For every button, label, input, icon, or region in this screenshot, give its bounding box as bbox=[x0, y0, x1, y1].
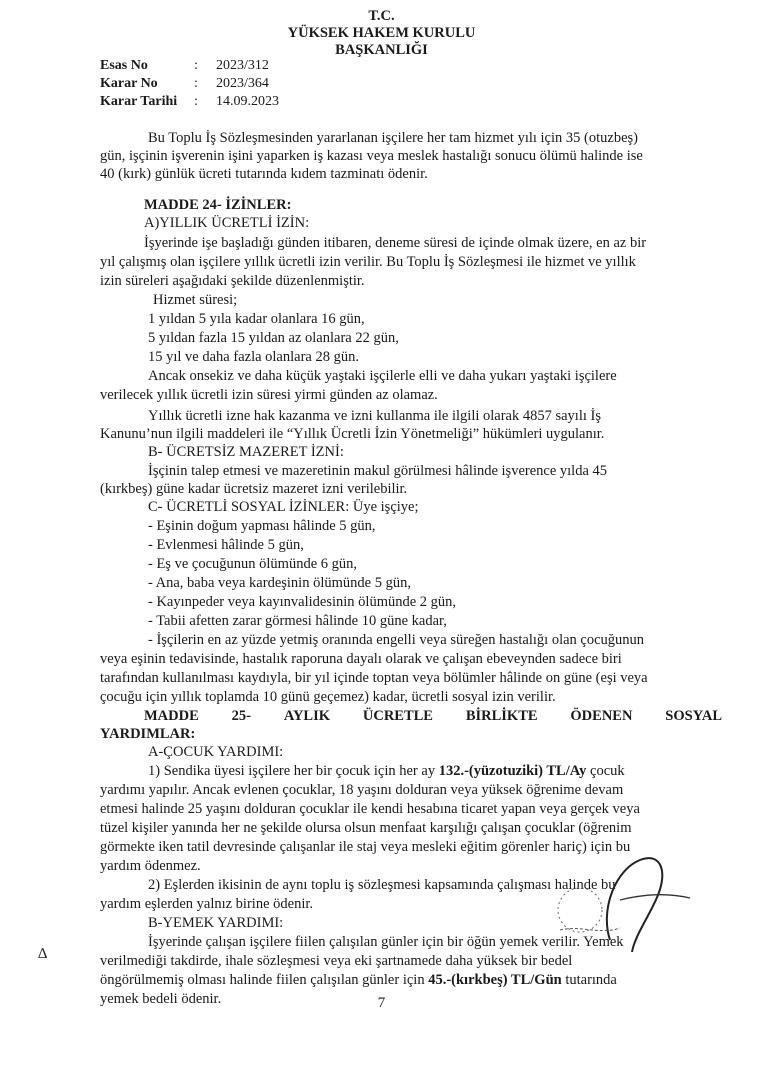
meta-label: Esas No bbox=[100, 58, 148, 73]
social-leave-last-line: - İşçilerin en az yüzde yetmiş oranında engelli veya süreğen hastalığı olan çocuğunun bbox=[148, 632, 645, 648]
unpaid-leave-line: İşçinin talep etmesi ve mazeretinin makul görülmesi hâlinde işverence yılda 45 bbox=[148, 463, 608, 479]
meal-aid-line: yemek bedeli ödenir. bbox=[100, 991, 222, 1007]
annual-leave-line: izin süreleri aşağıdaki şekilde düzenlenmiştir. bbox=[100, 273, 365, 289]
text-run: öngörülmemiş olması halinde fiilen çalışılan günler için bbox=[100, 972, 429, 988]
social-leave-last-line: tarafından kullanılması kaydıyla, bir yıl içinde toptan veya bölümler hâlinde on güne (eşi veya bbox=[100, 670, 648, 686]
text-run: tutarında bbox=[561, 972, 617, 988]
annual-leave-line: İşyerinde işe başladığı günden itibaren, deneme süresi de içinde olmak üzere, en az bir bbox=[144, 235, 647, 251]
child-aid-line: yardım ödenmez. bbox=[100, 858, 201, 874]
annual-leave-title: A)YILLIK ÜCRETLİ İZİN: bbox=[144, 215, 310, 231]
title-word: MADDE bbox=[144, 708, 199, 724]
duration-item: 15 yıl ve daha fazla olanlara 28 gün. bbox=[148, 349, 359, 365]
child-aid-amount: 132.-(yüzotuziki) TL/Ay bbox=[438, 763, 587, 779]
social-leave-item: - Evlenmesi hâlinde 5 gün, bbox=[148, 537, 304, 553]
meta-row-tarih: Karar Tarihi : 14.09.2023 bbox=[100, 94, 279, 109]
age-line: verilecek yıllık ücretli izin süresi yirmi günden az olamaz. bbox=[100, 387, 438, 403]
title-word: AYLIK bbox=[283, 708, 331, 724]
title-word: SOSYAL bbox=[665, 708, 722, 724]
law-line: Yıllık ücretli izne hak kazanma ve izni kullanma ile ilgili olarak 4857 sayılı İş bbox=[148, 408, 601, 424]
title-word: 25- bbox=[231, 708, 251, 724]
text-run: çocuk bbox=[586, 763, 625, 779]
unpaid-leave-line: (kırkbeş) güne kadar ücretsiz mazeret izni verilebilir. bbox=[100, 481, 408, 497]
social-leave-last-line: çocuğu için yıllık toplamda 10 günü geçemez) kadar, ücretli sosyal izin verilir. bbox=[100, 689, 556, 705]
header-line-1: T.C. bbox=[368, 8, 395, 24]
service-label: Hizmet süresi; bbox=[153, 292, 238, 308]
law-line: Kanunu’nun ilgili maddeleri ile “Yıllık Ücretli İzin Yönetmeliği” hükümleri uygulanır. bbox=[100, 426, 605, 442]
meta-value: 14.09.2023 bbox=[216, 94, 279, 109]
child-aid-title: A-ÇOCUK YARDIMI: bbox=[148, 744, 284, 760]
social-leave-title: C- ÜCRETLİ SOSYAL İZİNLER: Üye işçiye; bbox=[148, 499, 419, 515]
meal-aid-line: İşyerinde çalışan işçilere fiilen çalışılan günler için bir öğün yemek verilir. Yemek bbox=[148, 934, 624, 950]
text-run: 1) Sendika üyesi işçilere her bir çocuk için her ay bbox=[148, 763, 439, 779]
meta-label: Karar No bbox=[100, 76, 158, 91]
meal-aid-title: B-YEMEK YARDIMI: bbox=[148, 915, 284, 931]
title-word: BİRLİKTE bbox=[465, 708, 538, 724]
meal-aid-line: verilmediği takdirde, ihale sözleşmesi veya eki şartnamede daha yüksek bir bedel bbox=[100, 953, 573, 969]
meal-aid-line-3 bbox=[100, 971, 617, 989]
spouse-line: 2) Eşlerden ikisinin de aynı toplu iş sözleşmesi kapsamında çalışması halinde bu bbox=[148, 877, 616, 893]
signature-stamp-icon bbox=[540, 840, 720, 960]
meta-row-karar: Karar No : 2023/364 bbox=[100, 76, 269, 91]
meta-row-esas: Esas No : 2023/312 bbox=[100, 58, 269, 73]
child-aid-line-1 bbox=[148, 762, 625, 780]
social-leave-item: - Ana, baba veya kardeşinin ölümünde 5 gün, bbox=[148, 575, 411, 591]
meta-value: 2023/364 bbox=[216, 76, 269, 91]
duration-item: 5 yıldan fazla 15 yıldan az olanlara 22 gün, bbox=[148, 330, 399, 346]
margin-initial-mark: ∆ bbox=[38, 946, 48, 962]
header-line-3: BAŞKANLIĞI bbox=[335, 42, 428, 58]
duration-item: 1 yıldan 5 yıla kadar olanlara 16 gün, bbox=[148, 311, 365, 327]
article-25-title bbox=[144, 707, 722, 725]
title-word: ÖDENEN bbox=[570, 708, 633, 724]
title-word: ÜCRETLE bbox=[362, 708, 433, 724]
intro-line: Bu Toplu İş Sözleşmesinden yararlanan işçilere her tam hizmet yılı için 35 (otuzbeş) bbox=[148, 130, 638, 146]
social-leave-item: - Tabii afetten zarar görmesi hâlinde 10 güne kadar, bbox=[148, 613, 447, 629]
article-24-title: MADDE 24- İZİNLER: bbox=[144, 197, 292, 213]
child-aid-line: yardımı yapılır. Ancak evlenen çocuklar, 18 yaşını dolduran veya yüksek öğrenime devam bbox=[100, 782, 624, 798]
child-aid-line: etmesi halinde 25 yaşını dolduran çocuklar ile kendi hesabına ticaret yapan veya gerçek veya bbox=[100, 801, 640, 817]
meta-label: Karar Tarihi bbox=[100, 94, 178, 109]
social-leave-item: - Eş ve çocuğunun ölümünde 6 gün, bbox=[148, 556, 358, 572]
age-line: Ancak onsekiz ve daha küçük yaştaki işçilerle elli ve daha yukarı yaştaki işçilere bbox=[148, 368, 617, 384]
page-number: 7 bbox=[377, 995, 386, 1011]
intro-line: gün, işçinin işverenin işini yaparken iş kazası veya meslek hastalığı sonucu ölümü halinde ise bbox=[100, 148, 643, 164]
child-aid-line: görmekte iken tatil devresinde çalışanlar ile staj veya mesleki eğitim görenler hariç) için bu bbox=[100, 839, 631, 855]
spouse-line: yardım eşlerden yalnız birine ödenir. bbox=[100, 896, 313, 912]
social-leave-last-line: veya eşinin tedavisinde, hastalık raporuna dayalı olarak ve çalışan ebeveynden sadece biri bbox=[100, 651, 622, 667]
unpaid-leave-title: B- ÜCRETSİZ MAZERET İZNİ: bbox=[148, 444, 344, 460]
social-leave-item: - Eşinin doğum yapması hâlinde 5 gün, bbox=[148, 518, 376, 534]
meta-value: 2023/312 bbox=[216, 58, 269, 73]
case-meta bbox=[100, 57, 279, 111]
meal-aid-amount: 45.-(kırkbeş) TL/Gün bbox=[428, 972, 562, 988]
annual-leave-line: yıl çalışmış olan işçilere yıllık ücretli izin verilir. Bu Toplu İş Sözleşmesi ile hizmet ve yıllık bbox=[100, 254, 636, 270]
article-25-title-cont: YARDIMLAR: bbox=[100, 726, 196, 742]
child-aid-line: tüzel kişiler yanında her ne şekilde olursa olsun menfaat karşılığı çalışan çocuklar (öğrenim bbox=[100, 820, 632, 836]
social-leave-item: - Kayınpeder veya kayınvalidesinin ölümünde 2 gün, bbox=[148, 594, 457, 610]
header-line-2: YÜKSEK HAKEM KURULU bbox=[287, 25, 476, 41]
intro-line: 40 (kırk) günlük ücreti tutarında kıdem tazminatı ödenir. bbox=[100, 166, 428, 182]
